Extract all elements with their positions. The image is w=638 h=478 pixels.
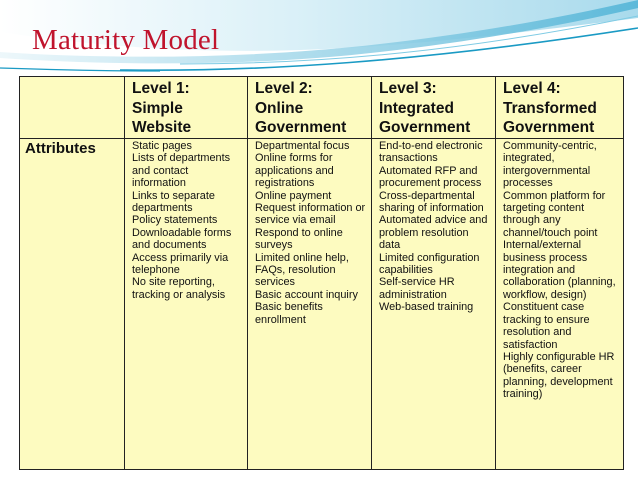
attributes-level-2 — [248, 139, 372, 470]
attribute-item: Departmental focus — [255, 140, 350, 152]
attributes-level-3 — [372, 139, 496, 470]
header-line: Government — [255, 119, 347, 136]
header-line: Level 2: — [255, 80, 313, 97]
row-label-attributes: Attributes — [20, 139, 125, 470]
attribute-item: Limited online help, FAQs, resolution services — [255, 251, 349, 289]
attribute-item: Access primarily via telephone — [132, 251, 229, 277]
header-level-1 — [125, 77, 248, 139]
header-line: Government — [379, 119, 471, 136]
attribute-item: Request information or service via email — [255, 202, 366, 227]
attribute-item: Web-based training — [379, 301, 474, 314]
attribute-item: Highly configurable HR (benefits, career planning, development training) — [503, 350, 615, 401]
attribute-item: Static pages — [132, 140, 192, 152]
attribute-item: Automated advice and problem resolution data — [379, 214, 488, 252]
header-line: Government — [503, 119, 595, 136]
header-line: Integrated — [379, 99, 454, 117]
attribute-item: Common platform for targeting content through any channel/touch point — [503, 189, 606, 239]
header-line: Level 4: — [503, 80, 561, 97]
attribute-item: Constituent case tracking to ensure resolution and satisfaction — [503, 301, 590, 351]
attribute-item: Lists of departments and contact information — [132, 152, 231, 190]
attribute-item: Cross-departmental sharing of information — [379, 189, 484, 215]
corner-cell — [20, 77, 125, 139]
header-level-4 — [496, 77, 624, 139]
header-line: Transformed — [503, 99, 597, 117]
header-level-2 — [248, 77, 372, 139]
attribute-item: Automated RFP and procurement process — [379, 164, 482, 190]
attribute-item: Basic account inquiry — [255, 288, 358, 301]
attribute-item: Internal/external business process integration and collaboration (planning, workflow, design) — [503, 239, 616, 301]
attribute-item: Community-centric, integrated, intergovernmental processes — [503, 140, 597, 190]
header-line: Website — [132, 119, 192, 136]
attribute-item: Respond to online surveys — [255, 226, 343, 252]
attribute-item: Limited configuration capabilities — [379, 251, 480, 277]
attribute-item: Online payment — [255, 189, 332, 202]
attribute-item: Policy statements — [132, 214, 218, 227]
attribute-item: No site reporting, tracking or analysis — [132, 276, 226, 301]
maturity-model-table — [19, 76, 624, 470]
attribute-item: Basic benefits enrollment — [255, 301, 323, 326]
attribute-item: Online forms for applications and registrations — [255, 152, 334, 190]
attribute-item: Links to separate departments — [132, 189, 215, 215]
header-line: Simple — [132, 99, 183, 117]
attribute-item: End-to-end electronic transactions — [379, 140, 483, 165]
header-line: Online — [255, 99, 304, 117]
attribute-item: Self-service HR administration — [379, 276, 455, 301]
header-level-3 — [372, 77, 496, 139]
attributes-row — [20, 139, 624, 470]
attributes-level-4 — [496, 139, 624, 470]
header-line: Level 1: — [132, 80, 190, 97]
header-row — [20, 77, 624, 139]
attributes-level-1 — [125, 139, 248, 470]
slide-title: Maturity Model — [32, 24, 220, 56]
attribute-item: Downloadable forms and documents — [132, 226, 232, 252]
header-line: Level 3: — [379, 80, 437, 97]
